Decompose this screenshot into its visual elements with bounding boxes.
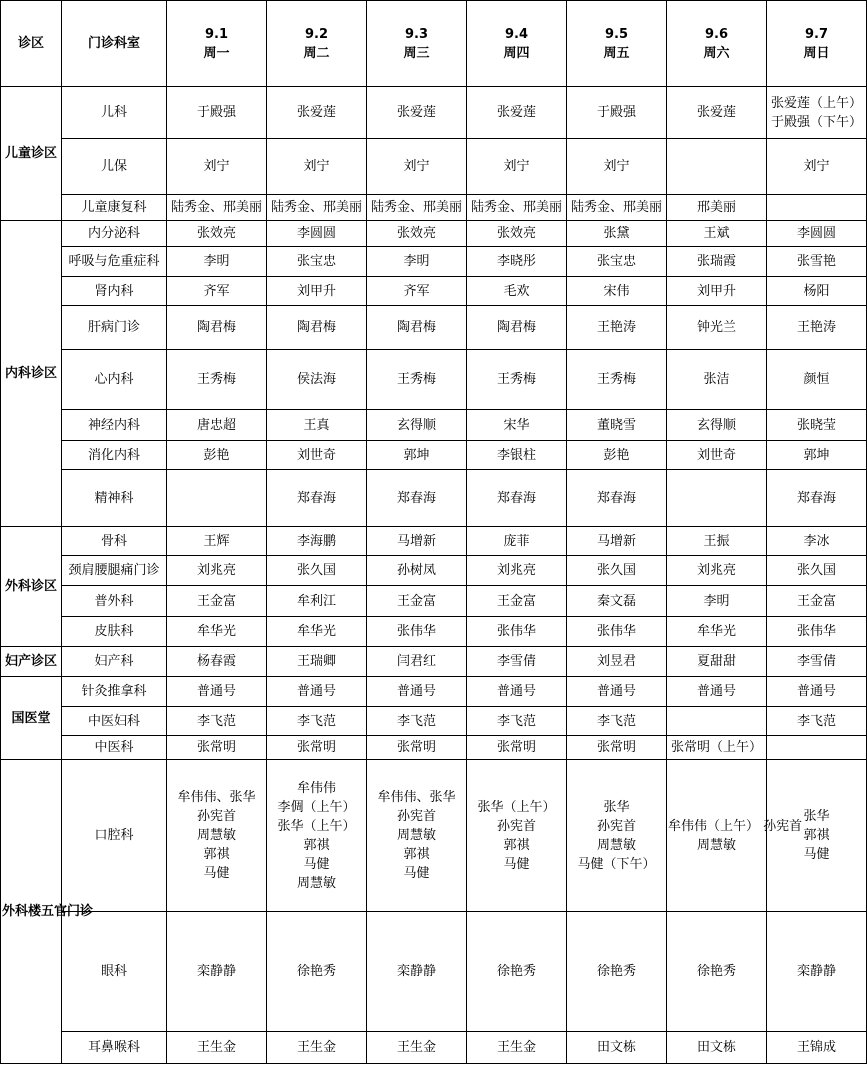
- table-row: [1, 221, 867, 247]
- doctor-cell: 颜恒: [767, 350, 867, 410]
- dept-label: 针灸推拿科: [62, 677, 167, 707]
- doctor-cell: 刘宁: [367, 139, 467, 195]
- doctor-cell: 王真: [267, 410, 367, 441]
- doctor-cell: 徐艳秀: [567, 912, 667, 1032]
- doctor-cell: 董晓雪: [567, 410, 667, 441]
- doctor-line: 郭祺: [403, 847, 430, 862]
- doctor-cell: 张效亮: [467, 221, 567, 247]
- doctor-cell: 彭艳: [567, 441, 667, 470]
- doctor-cell: 牟华光: [667, 617, 767, 647]
- doctor-cell: 陆秀金、邢美丽: [467, 195, 567, 221]
- doctor-cell: 钟光兰: [667, 306, 767, 350]
- doctor-line: 牟伟伟、张华: [377, 790, 456, 805]
- doctor-cell: [767, 760, 867, 912]
- doctor-cell: 刘兆亮: [167, 556, 267, 586]
- doctor-cell: 张瑞霞: [667, 247, 767, 277]
- doctor-cell: 秦文磊: [567, 586, 667, 617]
- dept-label: 皮肤科: [62, 617, 167, 647]
- doctor-cell: 刘甲升: [267, 277, 367, 306]
- doctor-cell: 张效亮: [167, 221, 267, 247]
- table-row: [1, 470, 867, 527]
- doctor-cell: 刘兆亮: [467, 556, 567, 586]
- doctor-cell: [667, 139, 767, 195]
- doctor-cell: 彭艳: [167, 441, 267, 470]
- doctor-cell: 刘甲升: [667, 277, 767, 306]
- table-row: [1, 247, 867, 277]
- zone-label: 外科楼五官门诊: [1, 760, 62, 1064]
- doctor-cell: 陶君梅: [267, 306, 367, 350]
- dept-label: 神经内科: [62, 410, 167, 441]
- zone-header: 诊区: [1, 1, 62, 87]
- dept-label: 消化内科: [62, 441, 167, 470]
- doctor-cell: 张黛: [567, 221, 667, 247]
- doctor-cell: 王金富: [367, 586, 467, 617]
- doctor-cell: 普通号: [167, 677, 267, 707]
- table-row: [1, 760, 867, 912]
- doctor-cell: 夏甜甜: [667, 647, 767, 677]
- doctor-line: 张爱莲（上午）: [770, 95, 862, 111]
- doctor-cell: 普通号: [767, 677, 867, 707]
- doctor-cell: 唐忠超: [167, 410, 267, 441]
- doctor-line: 周慧敏: [596, 837, 636, 853]
- doctor-cell: 郑春海: [367, 470, 467, 527]
- doctor-cell: 徐艳秀: [667, 912, 767, 1032]
- doctor-cell: [667, 760, 803, 912]
- zone-label: 内科诊区: [1, 221, 62, 527]
- doctor-cell: 王生金: [167, 1032, 267, 1064]
- doctor-cell: 张久国: [767, 556, 867, 586]
- zone-label: 外科诊区: [1, 527, 62, 647]
- table-row: [1, 410, 867, 441]
- doctor-cell: 刘兆亮: [667, 556, 767, 586]
- doctor-cell: 王金富: [167, 586, 267, 617]
- doctor-cell: 李海鹏: [267, 527, 367, 556]
- doctor-line: 马健: [803, 847, 830, 862]
- dept-label: 眼科: [62, 912, 167, 1032]
- doctor-line: 牟伟伟（上午） 孙宪首: [668, 818, 803, 834]
- doctor-cell: 栾静静: [767, 912, 867, 1032]
- doctor-cell: 栾静静: [367, 912, 467, 1032]
- doctor-cell: 李雪倩: [767, 647, 867, 677]
- doctor-cell: 牟华光: [267, 617, 367, 647]
- doctor-cell: 郑春海: [467, 470, 567, 527]
- doctor-cell: 马增新: [567, 527, 667, 556]
- doctor-cell: 齐军: [167, 277, 267, 306]
- doctor-cell: 毛欢: [467, 277, 567, 306]
- dept-label: 儿保: [62, 139, 167, 195]
- doctor-cell: 陆秀金、邢美丽: [367, 195, 467, 221]
- doctor-cell: 张伟华: [567, 617, 667, 647]
- doctor-cell: 张爱莲: [667, 87, 767, 139]
- doctor-cell: 马增新: [367, 527, 467, 556]
- zone-label: 国医堂: [1, 677, 62, 760]
- doctor-line: 马健: [303, 856, 330, 872]
- doctor-cell: 刘宁: [567, 139, 667, 195]
- doctor-cell: 李飞范: [567, 707, 667, 736]
- doctor-cell: 普通号: [267, 677, 367, 707]
- doctor-cell: [367, 760, 467, 912]
- dept-label: 中医科: [62, 736, 167, 760]
- table-row: [1, 677, 867, 707]
- doctor-cell: [767, 736, 867, 760]
- doctor-cell: 侯法海: [267, 350, 367, 410]
- doctor-cell: 宋伟: [567, 277, 667, 306]
- dept-label: 耳鼻喉科: [62, 1032, 167, 1064]
- doctor-cell: 王辉: [167, 527, 267, 556]
- dept-label: 内分泌科: [62, 221, 167, 247]
- dept-label: 心内科: [62, 350, 167, 410]
- table-row: [1, 1032, 867, 1064]
- doctor-cell: 李明: [667, 586, 767, 617]
- doctor-cell: 栾静静: [167, 912, 267, 1032]
- table-row: [1, 707, 867, 736]
- doctor-cell: [267, 760, 367, 912]
- zone-label: 儿童诊区: [1, 87, 62, 221]
- doctor-cell: 刘世奇: [667, 441, 767, 470]
- dept-label: 颈肩腰腿痛门诊: [62, 556, 167, 586]
- doctor-cell: 李冰: [767, 527, 867, 556]
- doctor-cell: 张洁: [667, 350, 767, 410]
- doctor-cell: [567, 760, 667, 912]
- doctor-cell: 王瑞卿: [267, 647, 367, 677]
- day-header: 9.5 周五: [567, 1, 667, 87]
- doctor-cell: 王秀梅: [167, 350, 267, 410]
- doctor-cell: 张久国: [567, 556, 667, 586]
- doctor-cell: 张晓莹: [767, 410, 867, 441]
- doctor-line: 郭祺: [203, 847, 230, 862]
- doctor-cell: [667, 470, 767, 527]
- table-row: [1, 617, 867, 647]
- doctor-line: 孙宪首: [396, 809, 436, 824]
- doctor-cell: 张爱莲: [267, 87, 367, 139]
- doctor-cell: 陆秀金、邢美丽: [567, 195, 667, 221]
- doctor-line: 马健（下午）: [577, 856, 656, 872]
- dept-label: 骨科: [62, 527, 167, 556]
- doctor-cell: 李银柱: [467, 441, 567, 470]
- doctor-cell: 李飞范: [367, 707, 467, 736]
- doctor-cell: 郑春海: [267, 470, 367, 527]
- doctor-cell: 郭坤: [767, 441, 867, 470]
- doctor-cell: 玄得顺: [667, 410, 767, 441]
- day-header: 9.3 周三: [367, 1, 467, 87]
- doctor-line: 孙宪首: [596, 818, 636, 834]
- header-row: [1, 1, 867, 87]
- doctor-cell: 王生金: [467, 1032, 567, 1064]
- doctor-cell: 王金富: [767, 586, 867, 617]
- day-header: 9.1 周一: [167, 1, 267, 87]
- doctor-line: 于殿强（下午）: [770, 114, 862, 130]
- day-header: 9.2 周二: [267, 1, 367, 87]
- doctor-cell: 齐军: [367, 277, 467, 306]
- doctor-cell: 李晓彤: [467, 247, 567, 277]
- doctor-line: 马健: [503, 856, 530, 872]
- doctor-cell: 李飞范: [767, 707, 867, 736]
- doctor-cell: 李飞范: [467, 707, 567, 736]
- doctor-cell: 杨阳: [767, 277, 867, 306]
- doctor-cell: [767, 195, 867, 221]
- dept-label: 肝病门诊: [62, 306, 167, 350]
- doctor-cell: 张宝忠: [267, 247, 367, 277]
- doctor-cell: 杨春霞: [167, 647, 267, 677]
- doctor-cell: [167, 470, 267, 527]
- zone-label: 妇产诊区: [1, 647, 62, 677]
- doctor-cell: [467, 760, 567, 912]
- doctor-cell: 王金富: [467, 586, 567, 617]
- doctor-cell: 张宝忠: [567, 247, 667, 277]
- doctor-cell: 玄得顺: [367, 410, 467, 441]
- doctor-cell: 张常明（上午）: [667, 736, 767, 760]
- doctor-cell: 张效亮: [367, 221, 467, 247]
- day-header: 9.7 周日: [767, 1, 867, 87]
- doctor-line: 李倜（上午）: [277, 799, 356, 815]
- doctor-cell: 陶君梅: [367, 306, 467, 350]
- doctor-cell: [667, 707, 767, 736]
- doctor-line: 孙宪首: [196, 809, 236, 824]
- dept-label: 普外科: [62, 586, 167, 617]
- doctor-cell: 徐艳秀: [267, 912, 367, 1032]
- doctor-cell: 于殿强: [167, 87, 267, 139]
- doctor-cell: 牟华光: [167, 617, 267, 647]
- doctor-cell: 王秀梅: [367, 350, 467, 410]
- doctor-cell: 刘世奇: [267, 441, 367, 470]
- doctor-line: 周慧敏: [396, 828, 436, 843]
- doctor-cell: 张爱莲: [467, 87, 567, 139]
- doctor-cell: 普通号: [567, 677, 667, 707]
- table-row: [1, 527, 867, 556]
- schedule-body: [1, 1, 867, 1064]
- doctor-line: 郭祺: [503, 837, 530, 853]
- day-header: 9.6 周六: [667, 1, 767, 87]
- table-row: [1, 647, 867, 677]
- doctor-cell: 田文栋: [567, 1032, 667, 1064]
- doctor-cell: 张伟华: [367, 617, 467, 647]
- dept-label: 精神科: [62, 470, 167, 527]
- dept-label: 儿童康复科: [62, 195, 167, 221]
- doctor-cell: 刘宁: [467, 139, 567, 195]
- doctor-cell: 郑春海: [567, 470, 667, 527]
- doctor-line: 张华: [603, 799, 630, 815]
- doctor-cell: 王艳涛: [567, 306, 667, 350]
- doctor-cell: 王斌: [667, 221, 767, 247]
- doctor-cell: 普通号: [667, 677, 767, 707]
- dept-label: 肾内科: [62, 277, 167, 306]
- doctor-cell: 李圆圆: [767, 221, 867, 247]
- doctor-cell: 王艳涛: [767, 306, 867, 350]
- doctor-cell: 孙树凤: [367, 556, 467, 586]
- doctor-line: 张华: [803, 809, 830, 824]
- doctor-cell: 张常明: [567, 736, 667, 760]
- doctor-cell: 陆秀金、邢美丽: [167, 195, 267, 221]
- doctor-cell: 于殿强: [567, 87, 667, 139]
- doctor-line: 牟伟伟: [296, 780, 336, 796]
- doctor-cell: 刘宁: [767, 139, 867, 195]
- table-row: [1, 350, 867, 410]
- doctor-cell: 李飞范: [167, 707, 267, 736]
- table-row: [1, 139, 867, 195]
- doctor-cell: 张常明: [467, 736, 567, 760]
- dept-label: 儿科: [62, 87, 167, 139]
- doctor-cell: 张常明: [267, 736, 367, 760]
- table-row: [1, 277, 867, 306]
- doctor-cell: 刘宁: [267, 139, 367, 195]
- doctor-cell: 陶君梅: [167, 306, 267, 350]
- dept-label: 口腔科: [62, 760, 167, 912]
- doctor-cell: 王秀梅: [467, 350, 567, 410]
- dept-label: 中医妇科: [62, 707, 167, 736]
- dept-label: 妇产科: [62, 647, 167, 677]
- doctor-cell: 李雪倩: [467, 647, 567, 677]
- doctor-line: 孙宪首: [496, 818, 536, 834]
- table-row: [1, 736, 867, 760]
- doctor-cell: 李圆圆: [267, 221, 367, 247]
- doctor-cell: 陆秀金、邢美丽: [267, 195, 367, 221]
- doctor-cell: 李明: [167, 247, 267, 277]
- table-row: [1, 556, 867, 586]
- table-row: [1, 586, 867, 617]
- doctor-cell: 张常明: [167, 736, 267, 760]
- table-row: [1, 195, 867, 221]
- doctor-line: 马健: [403, 866, 430, 881]
- doctor-cell: 张伟华: [467, 617, 567, 647]
- doctor-cell: 徐艳秀: [467, 912, 567, 1032]
- doctor-line: 郭祺: [303, 837, 330, 853]
- dept-label: 呼吸与危重症科: [62, 247, 167, 277]
- doctor-cell: 王秀梅: [567, 350, 667, 410]
- doctor-cell: 张雪艳: [767, 247, 867, 277]
- doctor-cell: 王生金: [267, 1032, 367, 1064]
- doctor-line: 周慧敏: [296, 875, 336, 891]
- doctor-cell: 闫君红: [367, 647, 467, 677]
- doctor-cell: [167, 760, 267, 912]
- doctor-cell: 刘宁: [167, 139, 267, 195]
- doctor-line: 张华（上午）: [277, 818, 356, 834]
- doctor-cell: 王生金: [367, 1032, 467, 1064]
- doctor-line: 周慧敏: [196, 828, 236, 843]
- doctor-cell: 李飞范: [267, 707, 367, 736]
- doctor-cell: 郑春海: [767, 470, 867, 527]
- doctor-line: 张华（上午）: [477, 799, 556, 815]
- table-row: [1, 912, 867, 1032]
- doctor-cell: 王锦成: [767, 1032, 867, 1064]
- doctor-line: 周慧敏: [696, 837, 736, 853]
- doctor-cell: 刘昱君: [567, 647, 667, 677]
- doctor-cell: 普通号: [367, 677, 467, 707]
- doctor-cell: [767, 87, 867, 139]
- doctor-cell: 郭坤: [367, 441, 467, 470]
- doctor-cell: 庞菲: [467, 527, 567, 556]
- doctor-cell: 张久国: [267, 556, 367, 586]
- doctor-cell: 田文栋: [667, 1032, 767, 1064]
- doctor-cell: 李明: [367, 247, 467, 277]
- doctor-cell: 牟利江: [267, 586, 367, 617]
- doctor-cell: 邢美丽: [667, 195, 767, 221]
- doctor-cell: 张爱莲: [367, 87, 467, 139]
- doctor-cell: 宋华: [467, 410, 567, 441]
- doctor-cell: 普通号: [467, 677, 567, 707]
- doctor-cell: 张伟华: [767, 617, 867, 647]
- table-row: [1, 306, 867, 350]
- table-row: [1, 441, 867, 470]
- doctor-line: 牟伟伟、张华: [177, 790, 256, 805]
- doctor-cell: 王振: [667, 527, 767, 556]
- dept-header: 门诊科室: [62, 1, 167, 87]
- day-header: 9.4 周四: [467, 1, 567, 87]
- table-row: [1, 87, 867, 139]
- doctor-line: 马健: [203, 866, 230, 881]
- doctor-cell: 陶君梅: [467, 306, 567, 350]
- doctor-cell: 张常明: [367, 736, 467, 760]
- doctor-line: 郭祺: [803, 828, 830, 843]
